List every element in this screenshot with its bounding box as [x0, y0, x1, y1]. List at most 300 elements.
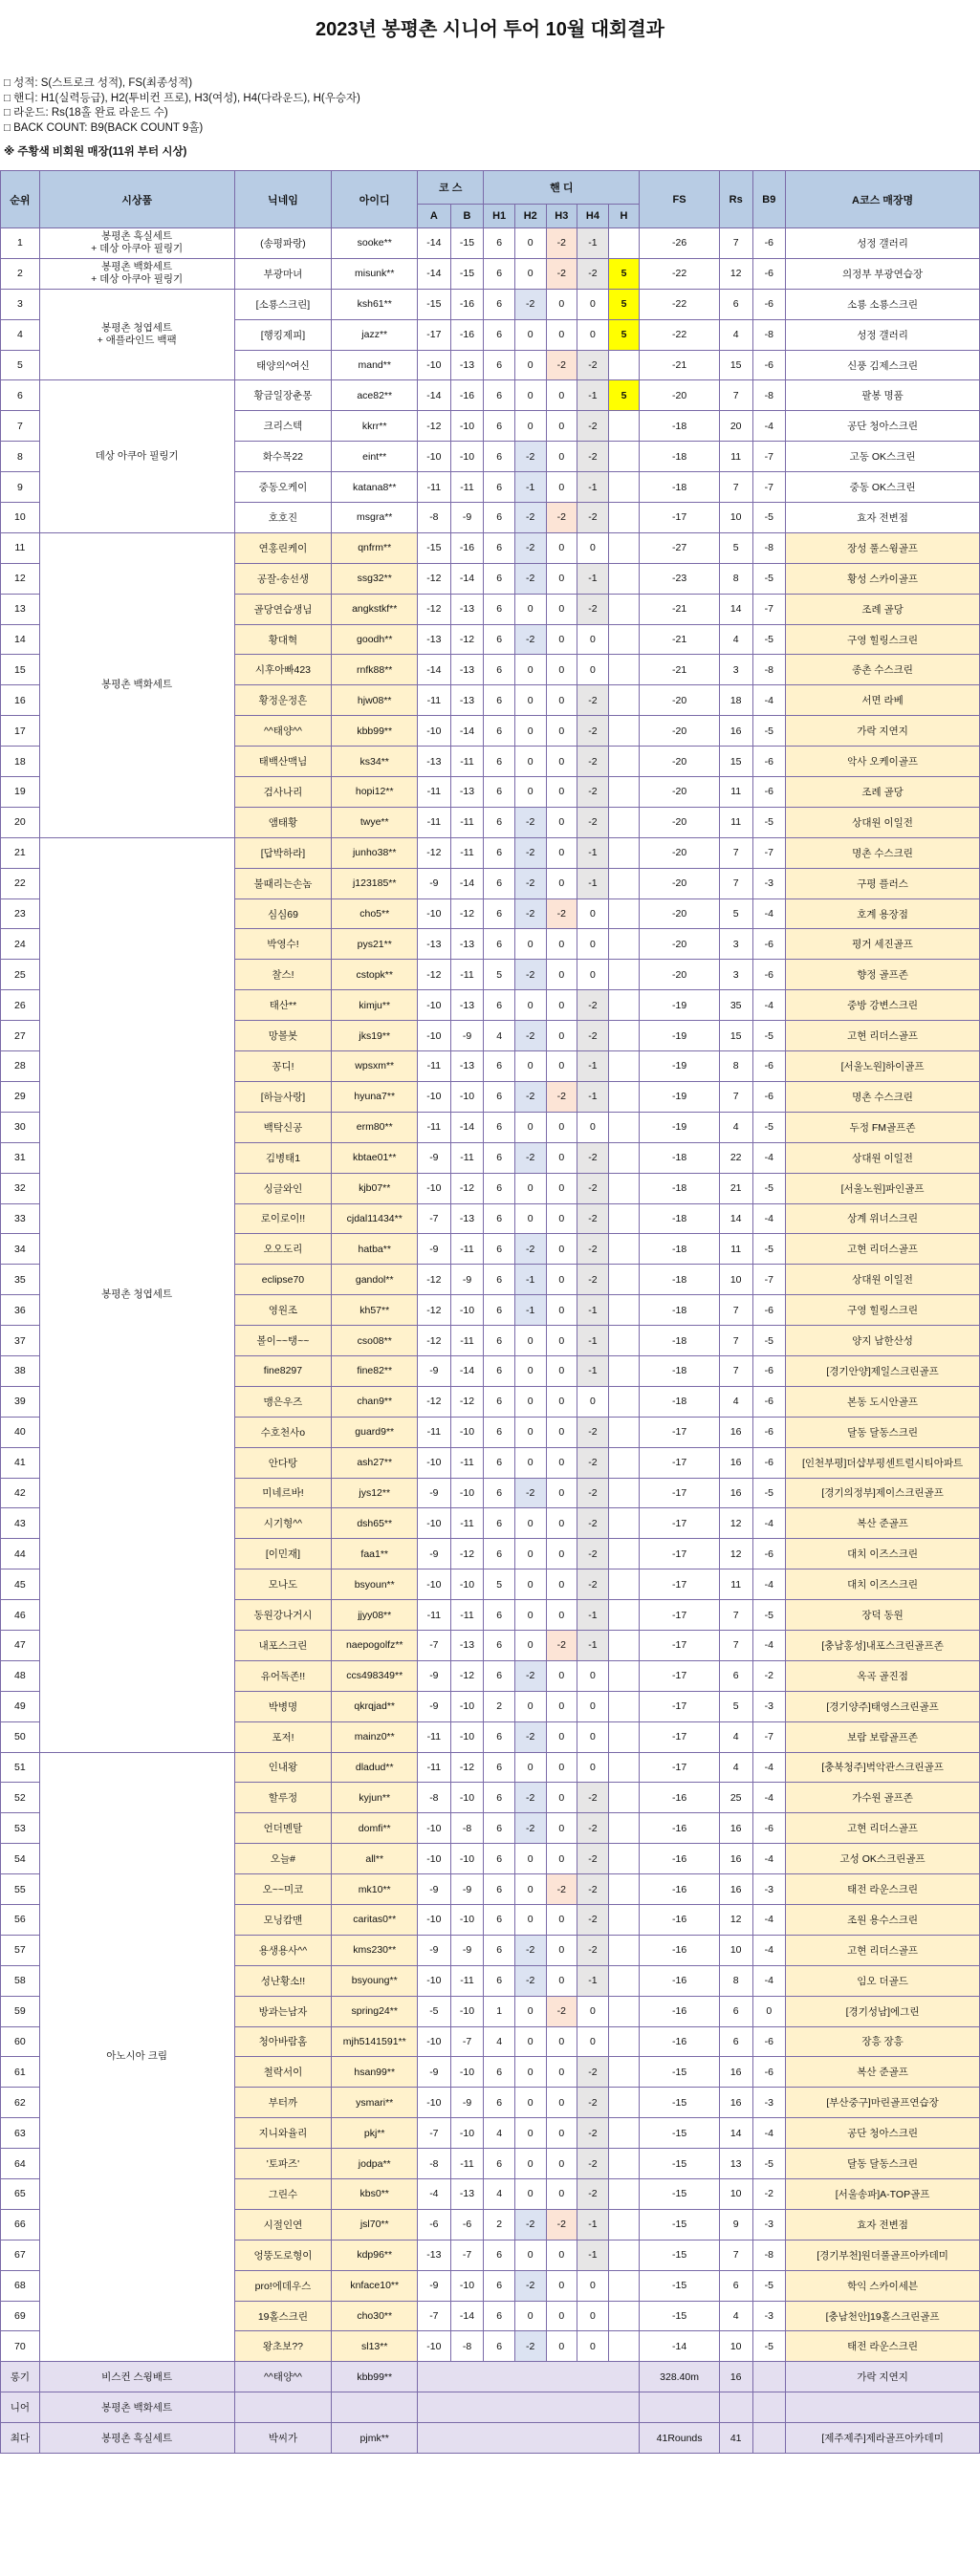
h3-cell: 0 — [546, 1265, 577, 1295]
course-b-cell: -9 — [450, 1874, 484, 1905]
id-cell: spring24** — [332, 1996, 418, 2026]
id-cell: jazz** — [332, 319, 418, 350]
h3-cell: 0 — [546, 685, 577, 716]
rank-cell: 54 — [1, 1844, 40, 1874]
store-cell: 종촌 수스크린 — [786, 655, 980, 685]
special-b9 — [752, 2423, 786, 2454]
h3-cell: 0 — [546, 1417, 577, 1447]
course-a-cell: -12 — [418, 1295, 451, 1326]
b9-cell: -4 — [752, 1142, 786, 1173]
h4-cell: -2 — [577, 1447, 609, 1478]
h2-cell: 0 — [514, 2026, 546, 2057]
store-cell: 복산 준골프 — [786, 2057, 980, 2088]
h3-cell: 0 — [546, 990, 577, 1021]
special-row — [1, 2423, 980, 2454]
rs-cell: 6 — [719, 1996, 752, 2026]
nickname-cell: 지니와율리 — [234, 2118, 332, 2149]
h2-cell: -1 — [514, 1265, 546, 1295]
course-b-cell: -10 — [450, 1783, 484, 1813]
h3-cell: 0 — [546, 2026, 577, 2057]
h3-cell: 0 — [546, 716, 577, 747]
h4-cell: -2 — [577, 1203, 609, 1234]
fs-cell: -22 — [640, 289, 720, 319]
rank-cell: 52 — [1, 1783, 40, 1813]
h1-cell: 6 — [484, 532, 515, 563]
legend — [0, 76, 980, 136]
nickname-cell: 엉뚱도로형이 — [234, 2240, 332, 2270]
nickname-cell: 인내왕 — [234, 1752, 332, 1783]
h4-cell: -2 — [577, 1874, 609, 1905]
h3-cell: 0 — [546, 2179, 577, 2210]
course-b-cell: -9 — [450, 503, 484, 533]
rs-cell: 3 — [719, 960, 752, 990]
fs-cell: -23 — [640, 563, 720, 594]
b9-cell: -6 — [752, 2057, 786, 2088]
b9-cell: -4 — [752, 1569, 786, 1600]
rs-cell: 16 — [719, 1874, 752, 1905]
fs-cell: -17 — [640, 1447, 720, 1478]
fs-cell: -27 — [640, 532, 720, 563]
rs-cell: 16 — [719, 716, 752, 747]
h4-cell: -2 — [577, 1234, 609, 1265]
nickname-cell: 청아바람홈 — [234, 2026, 332, 2057]
h4-cell: -2 — [577, 594, 609, 624]
rank-cell: 42 — [1, 1478, 40, 1508]
nickname-cell: 성난황소!! — [234, 1965, 332, 1996]
h3-cell: 0 — [546, 380, 577, 411]
store-cell: 고현 리더스골프 — [786, 1935, 980, 1965]
id-cell: dladud** — [332, 1752, 418, 1783]
store-cell: 고현 리더스골프 — [786, 1234, 980, 1265]
h3-cell: 0 — [546, 1021, 577, 1051]
rank-cell: 44 — [1, 1539, 40, 1569]
course-b-cell: -13 — [450, 685, 484, 716]
h-cell: 5 — [608, 319, 640, 350]
nickname-cell: 화수목22 — [234, 442, 332, 472]
h2-cell: -2 — [514, 1021, 546, 1051]
nickname-cell: 검사나리 — [234, 777, 332, 808]
header-h1: H1 — [484, 205, 515, 228]
h2-cell: -2 — [514, 837, 546, 868]
course-b-cell: -10 — [450, 1996, 484, 2026]
h-cell — [608, 2331, 640, 2362]
h3-cell: 0 — [546, 1600, 577, 1631]
fs-cell: -16 — [640, 1874, 720, 1905]
rs-cell: 18 — [719, 685, 752, 716]
nickname-cell: eclipse70 — [234, 1265, 332, 1295]
id-cell: naepogolfz** — [332, 1630, 418, 1660]
course-b-cell: -11 — [450, 1965, 484, 1996]
h4-cell: -2 — [577, 1173, 609, 1203]
rank-cell: 45 — [1, 1569, 40, 1600]
h-cell — [608, 1996, 640, 2026]
h-cell — [608, 2179, 640, 2210]
course-a-cell: -11 — [418, 1600, 451, 1631]
h3-cell: 0 — [546, 1447, 577, 1478]
rank-cell: 16 — [1, 685, 40, 716]
id-cell: qkrqjad** — [332, 1691, 418, 1721]
nickname-cell: 싱글와인 — [234, 1173, 332, 1203]
h1-cell: 2 — [484, 1691, 515, 1721]
special-filler — [418, 2423, 640, 2454]
h2-cell: -2 — [514, 624, 546, 655]
b9-cell: -5 — [752, 1600, 786, 1631]
store-cell: 옥곡 골진점 — [786, 1660, 980, 1691]
h4-cell: -2 — [577, 1142, 609, 1173]
h4-cell: -1 — [577, 1295, 609, 1326]
table-row — [1, 837, 980, 868]
course-a-cell: -9 — [418, 1142, 451, 1173]
nickname-cell: ^^태양^^ — [234, 716, 332, 747]
course-b-cell: -10 — [450, 2118, 484, 2149]
h2-cell: 0 — [514, 1355, 546, 1386]
fs-cell: -16 — [640, 2026, 720, 2057]
course-b-cell: -10 — [450, 1721, 484, 1752]
course-b-cell: -16 — [450, 380, 484, 411]
h4-cell: 0 — [577, 1996, 609, 2026]
b9-cell: -4 — [752, 1904, 786, 1935]
b9-cell: -3 — [752, 2301, 786, 2331]
rs-cell: 6 — [719, 2026, 752, 2057]
h-cell — [608, 2240, 640, 2270]
course-a-cell: -7 — [418, 1630, 451, 1660]
fs-cell: -15 — [640, 2240, 720, 2270]
h3-cell: 0 — [546, 655, 577, 685]
nickname-cell: 유어독존!! — [234, 1660, 332, 1691]
course-a-cell: -10 — [418, 1844, 451, 1874]
nickname-cell: 언더멘탈 — [234, 1813, 332, 1844]
h-cell — [608, 898, 640, 929]
b9-cell: -7 — [752, 1721, 786, 1752]
course-a-cell: -6 — [418, 2209, 451, 2240]
h-cell — [608, 1173, 640, 1203]
special-fs: 41Rounds — [640, 2423, 720, 2454]
fs-cell: -21 — [640, 624, 720, 655]
h-cell — [608, 1600, 640, 1631]
course-b-cell: -7 — [450, 2240, 484, 2270]
course-b-cell: -13 — [450, 929, 484, 960]
nickname-cell: pro!에데우스 — [234, 2270, 332, 2301]
h2-cell: -1 — [514, 1295, 546, 1326]
nickname-cell: 백탁신공 — [234, 1112, 332, 1142]
h2-cell: 0 — [514, 655, 546, 685]
h4-cell: -1 — [577, 2240, 609, 2270]
h-cell — [608, 1112, 640, 1142]
fs-cell: -17 — [640, 1691, 720, 1721]
id-cell: hatba** — [332, 1234, 418, 1265]
fs-cell: -16 — [640, 1813, 720, 1844]
h3-cell: 0 — [546, 594, 577, 624]
nickname-cell: 심심69 — [234, 898, 332, 929]
course-a-cell: -10 — [418, 350, 451, 380]
h4-cell: -1 — [577, 472, 609, 503]
course-b-cell: -14 — [450, 1112, 484, 1142]
id-cell: gandol** — [332, 1265, 418, 1295]
rs-cell: 10 — [719, 1935, 752, 1965]
nickname-cell: 앰태황 — [234, 807, 332, 837]
id-cell: chan9** — [332, 1386, 418, 1417]
b9-cell: -2 — [752, 2179, 786, 2210]
prize-line: 봉평촌 청엽세트 — [101, 322, 173, 335]
fs-cell: -22 — [640, 258, 720, 289]
h3-cell: 0 — [546, 1965, 577, 1996]
course-a-cell: -11 — [418, 1417, 451, 1447]
nickname-cell: 맹은우즈 — [234, 1386, 332, 1417]
h1-cell: 6 — [484, 929, 515, 960]
h3-cell: 0 — [546, 2118, 577, 2149]
h3-cell: 0 — [546, 1326, 577, 1356]
h2-cell: 0 — [514, 2240, 546, 2270]
h2-cell: 0 — [514, 1569, 546, 1600]
nickname-cell: 망볼봇 — [234, 1021, 332, 1051]
course-b-cell: -14 — [450, 563, 484, 594]
rank-cell: 39 — [1, 1386, 40, 1417]
table-row — [1, 228, 980, 259]
b9-cell: -6 — [752, 1081, 786, 1112]
course-b-cell: -15 — [450, 228, 484, 259]
id-cell: misunk** — [332, 258, 418, 289]
h1-cell: 6 — [484, 258, 515, 289]
course-a-cell: -14 — [418, 258, 451, 289]
special-awards — [1, 2362, 980, 2454]
rank-cell: 12 — [1, 563, 40, 594]
h-cell — [608, 1844, 640, 1874]
h1-cell: 6 — [484, 1539, 515, 1569]
h4-cell: -2 — [577, 716, 609, 747]
h2-cell: -2 — [514, 1721, 546, 1752]
fs-cell: -16 — [640, 1783, 720, 1813]
id-cell: jjyy08** — [332, 1600, 418, 1631]
b9-cell: -6 — [752, 960, 786, 990]
store-cell: [부산중구]마린골프연습장 — [786, 2088, 980, 2118]
header-rs: Rs — [719, 171, 752, 228]
id-cell: cjdal11434** — [332, 1203, 418, 1234]
h4-cell: 0 — [577, 1112, 609, 1142]
h1-cell: 6 — [484, 1203, 515, 1234]
h3-cell: 0 — [546, 319, 577, 350]
b9-cell: -8 — [752, 380, 786, 411]
course-a-cell: -9 — [418, 1355, 451, 1386]
store-cell: 신풍 김제스크린 — [786, 350, 980, 380]
h3-cell: 0 — [546, 960, 577, 990]
b9-cell: -8 — [752, 319, 786, 350]
rs-cell: 14 — [719, 2118, 752, 2149]
h1-cell: 6 — [484, 1874, 515, 1905]
special-b9 — [752, 2362, 786, 2392]
course-a-cell: -13 — [418, 929, 451, 960]
h4-cell: 0 — [577, 1721, 609, 1752]
legend-line: □ 라운드: Rs(18홀 완료 라운드 수) — [4, 107, 168, 119]
special-id — [332, 2392, 418, 2423]
h4-cell: -2 — [577, 2088, 609, 2118]
h-cell — [608, 2270, 640, 2301]
store-cell: 공단 청아스크린 — [786, 2118, 980, 2149]
h3-cell: 0 — [546, 1721, 577, 1752]
h1-cell: 5 — [484, 960, 515, 990]
special-filler — [418, 2392, 640, 2423]
h3-cell: 0 — [546, 1935, 577, 1965]
h1-cell: 6 — [484, 777, 515, 808]
h3-cell: 0 — [546, 1904, 577, 1935]
h-cell — [608, 747, 640, 777]
id-cell: eint** — [332, 442, 418, 472]
rs-cell: 12 — [719, 1539, 752, 1569]
h-cell — [608, 442, 640, 472]
h-cell — [608, 1660, 640, 1691]
h-cell — [608, 411, 640, 442]
h3-cell: 0 — [546, 2149, 577, 2179]
h1-cell: 6 — [484, 1935, 515, 1965]
course-a-cell: -11 — [418, 807, 451, 837]
prize-line: + 애플라인드 백팩 — [97, 335, 177, 347]
h-cell — [608, 1295, 640, 1326]
h-cell — [608, 503, 640, 533]
header-id: 아이디 — [332, 171, 418, 228]
rs-cell: 8 — [719, 563, 752, 594]
h3-cell: 0 — [546, 532, 577, 563]
nickname-cell: 크리스텍 — [234, 411, 332, 442]
fs-cell: -18 — [640, 411, 720, 442]
h1-cell: 6 — [484, 1051, 515, 1082]
course-b-cell: -13 — [450, 594, 484, 624]
h1-cell: 6 — [484, 1630, 515, 1660]
rs-cell: 25 — [719, 1783, 752, 1813]
nickname-cell: (송평파랑) — [234, 228, 332, 259]
h-cell — [608, 594, 640, 624]
h3-cell: 0 — [546, 1203, 577, 1234]
h4-cell: -1 — [577, 228, 609, 259]
h4-cell: -2 — [577, 990, 609, 1021]
store-cell: 성정 갤러리 — [786, 319, 980, 350]
nickname-cell: 태산** — [234, 990, 332, 1021]
course-b-cell: -11 — [450, 747, 484, 777]
fs-cell: -18 — [640, 1234, 720, 1265]
rank-cell: 24 — [1, 929, 40, 960]
h-cell — [608, 1539, 640, 1569]
h1-cell: 6 — [484, 747, 515, 777]
h2-cell: -2 — [514, 1234, 546, 1265]
course-a-cell: -10 — [418, 2026, 451, 2057]
id-cell: kms230** — [332, 1935, 418, 1965]
h1-cell: 6 — [484, 1752, 515, 1783]
h3-cell: 0 — [546, 2331, 577, 2362]
h4-cell: -2 — [577, 2149, 609, 2179]
store-cell: 상대원 이일전 — [786, 1265, 980, 1295]
id-cell: j123185** — [332, 868, 418, 898]
course-a-cell: -10 — [418, 1021, 451, 1051]
special-prize: 봉평촌 흑실세트 — [39, 2423, 234, 2454]
store-cell: 팔봉 명품 — [786, 380, 980, 411]
fs-cell: -17 — [640, 1478, 720, 1508]
id-cell: junho38** — [332, 837, 418, 868]
h4-cell: 0 — [577, 1752, 609, 1783]
fs-cell: -20 — [640, 898, 720, 929]
nickname-cell: 오늘# — [234, 1844, 332, 1874]
course-a-cell: -17 — [418, 319, 451, 350]
h1-cell: 5 — [484, 1569, 515, 1600]
rank-cell: 9 — [1, 472, 40, 503]
id-cell: cho5** — [332, 898, 418, 929]
h-cell — [608, 563, 640, 594]
h1-cell: 4 — [484, 1021, 515, 1051]
h1-cell: 6 — [484, 1600, 515, 1631]
b9-cell: -6 — [752, 289, 786, 319]
course-b-cell: -10 — [450, 1844, 484, 1874]
fs-cell: -15 — [640, 2118, 720, 2149]
b9-cell: -6 — [752, 350, 786, 380]
fs-cell: -15 — [640, 2270, 720, 2301]
b9-cell: -6 — [752, 2026, 786, 2057]
rs-cell: 11 — [719, 777, 752, 808]
rs-cell: 7 — [719, 380, 752, 411]
special-id: pjmk** — [332, 2423, 418, 2454]
id-cell: all** — [332, 1844, 418, 1874]
h4-cell: 0 — [577, 1660, 609, 1691]
course-b-cell: -14 — [450, 868, 484, 898]
course-a-cell: -12 — [418, 563, 451, 594]
prize-line: 봉평촌 흑실세트 — [101, 230, 173, 243]
h2-cell: -2 — [514, 1660, 546, 1691]
id-cell: hjw08** — [332, 685, 418, 716]
header-handi: 핸 디 — [484, 171, 640, 205]
rank-cell: 21 — [1, 837, 40, 868]
course-a-cell: -13 — [418, 624, 451, 655]
course-a-cell: -12 — [418, 1326, 451, 1356]
rs-cell: 6 — [719, 289, 752, 319]
fs-cell: -17 — [640, 1752, 720, 1783]
h3-cell: 0 — [546, 472, 577, 503]
fs-cell: -17 — [640, 1600, 720, 1631]
rs-cell: 11 — [719, 442, 752, 472]
h1-cell: 6 — [484, 1965, 515, 1996]
h2-cell: -2 — [514, 1478, 546, 1508]
course-a-cell: -11 — [418, 685, 451, 716]
h4-cell: -2 — [577, 1783, 609, 1813]
h2-cell: 0 — [514, 777, 546, 808]
prize-line: 봉평촌 청엽세트 — [101, 1288, 173, 1301]
rs-cell: 21 — [719, 1173, 752, 1203]
h1-cell: 6 — [484, 1326, 515, 1356]
b9-cell: -7 — [752, 1265, 786, 1295]
course-a-cell: -9 — [418, 1660, 451, 1691]
nickname-cell: 황정운정흔 — [234, 685, 332, 716]
fs-cell: -20 — [640, 716, 720, 747]
special-store: [제주제주]제라골프아카데미 — [786, 2423, 980, 2454]
id-cell: bsyoun** — [332, 1569, 418, 1600]
special-nickname: 박씨가 — [234, 2423, 332, 2454]
fs-cell: -20 — [640, 960, 720, 990]
table-row — [1, 532, 980, 563]
b9-cell: -6 — [752, 1355, 786, 1386]
rank-cell: 67 — [1, 2240, 40, 2270]
store-cell: 고현 리더스골프 — [786, 1813, 980, 1844]
rs-cell: 4 — [719, 2301, 752, 2331]
id-cell: hsan99** — [332, 2057, 418, 2088]
rank-cell: 36 — [1, 1295, 40, 1326]
h4-cell: -2 — [577, 1417, 609, 1447]
h4-cell: -2 — [577, 1265, 609, 1295]
id-cell: cho30** — [332, 2301, 418, 2331]
id-cell: rnfk88** — [332, 655, 418, 685]
store-cell: 임오 더골드 — [786, 1965, 980, 1996]
course-b-cell: -12 — [450, 1173, 484, 1203]
id-cell: kh57** — [332, 1295, 418, 1326]
h4-cell: -2 — [577, 350, 609, 380]
course-b-cell: -13 — [450, 655, 484, 685]
fs-cell: -17 — [640, 1508, 720, 1539]
h4-cell: -1 — [577, 1081, 609, 1112]
rank-cell: 13 — [1, 594, 40, 624]
